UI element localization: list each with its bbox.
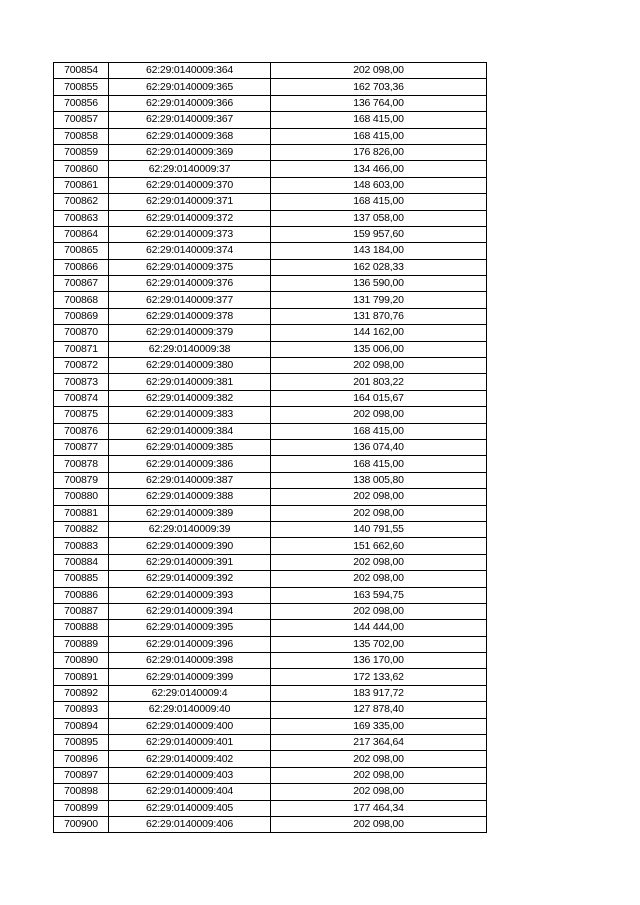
table-row — [54, 390, 487, 406]
cadastral-number-cell: 62:29:0140009:386 — [109, 456, 271, 472]
row-number-cell: 700872 — [54, 358, 109, 374]
value-cell: 168 415,00 — [271, 194, 487, 210]
cadastral-number-cell: 62:29:0140009:395 — [109, 620, 271, 636]
row-number-cell: 700884 — [54, 554, 109, 570]
row-number-cell: 700861 — [54, 177, 109, 193]
table-row — [54, 374, 487, 390]
table-row — [54, 816, 487, 832]
value-cell: 127 878,40 — [271, 702, 487, 718]
table-row — [54, 407, 487, 423]
table-row — [54, 177, 487, 193]
value-cell: 202 098,00 — [271, 358, 487, 374]
row-number-cell: 700896 — [54, 751, 109, 767]
table-row — [54, 669, 487, 685]
cadastral-number-cell: 62:29:0140009:392 — [109, 571, 271, 587]
row-number-cell: 700874 — [54, 390, 109, 406]
table-row — [54, 620, 487, 636]
value-cell: 162 028,33 — [271, 259, 487, 275]
cadastral-number-cell: 62:29:0140009:372 — [109, 210, 271, 226]
table-row — [54, 341, 487, 357]
value-cell: 136 590,00 — [271, 276, 487, 292]
table-row — [54, 161, 487, 177]
value-cell: 143 184,00 — [271, 243, 487, 259]
value-cell: 217 364,64 — [271, 735, 487, 751]
value-cell: 201 803,22 — [271, 374, 487, 390]
cadastral-number-cell: 62:29:0140009:378 — [109, 308, 271, 324]
table-row — [54, 439, 487, 455]
cadastral-number-cell: 62:29:0140009:400 — [109, 718, 271, 734]
table-row — [54, 538, 487, 554]
table-row — [54, 144, 487, 160]
value-cell: 148 603,00 — [271, 177, 487, 193]
row-number-cell: 700895 — [54, 735, 109, 751]
row-number-cell: 700899 — [54, 800, 109, 816]
row-number-cell: 700886 — [54, 587, 109, 603]
value-cell: 136 764,00 — [271, 95, 487, 111]
value-cell: 131 870,76 — [271, 308, 487, 324]
row-number-cell: 700859 — [54, 144, 109, 160]
cadastral-number-cell: 62:29:0140009:367 — [109, 112, 271, 128]
cadastral-number-cell: 62:29:0140009:381 — [109, 374, 271, 390]
value-cell: 202 098,00 — [271, 505, 487, 521]
row-number-cell: 700856 — [54, 95, 109, 111]
value-cell: 169 335,00 — [271, 718, 487, 734]
table-row — [54, 276, 487, 292]
row-number-cell: 700881 — [54, 505, 109, 521]
row-number-cell: 700873 — [54, 374, 109, 390]
cadastral-number-cell: 62:29:0140009:404 — [109, 784, 271, 800]
value-cell: 168 415,00 — [271, 423, 487, 439]
value-cell: 144 162,00 — [271, 325, 487, 341]
table-row — [54, 718, 487, 734]
value-cell: 168 415,00 — [271, 128, 487, 144]
cadastral-number-cell: 62:29:0140009:382 — [109, 390, 271, 406]
table-row — [54, 554, 487, 570]
table-row — [54, 79, 487, 95]
table-row — [54, 751, 487, 767]
cadastral-number-cell: 62:29:0140009:391 — [109, 554, 271, 570]
document-page — [53, 62, 486, 833]
row-number-cell: 700885 — [54, 571, 109, 587]
cadastral-number-cell: 62:29:0140009:377 — [109, 292, 271, 308]
value-cell: 202 098,00 — [271, 784, 487, 800]
cadastral-number-cell: 62:29:0140009:385 — [109, 439, 271, 455]
cadastral-number-cell: 62:29:0140009:383 — [109, 407, 271, 423]
table-row — [54, 521, 487, 537]
row-number-cell: 700858 — [54, 128, 109, 144]
table-row — [54, 243, 487, 259]
cadastral-number-cell: 62:29:0140009:399 — [109, 669, 271, 685]
cadastral-number-cell: 62:29:0140009:39 — [109, 521, 271, 537]
cadastral-number-cell: 62:29:0140009:368 — [109, 128, 271, 144]
row-number-cell: 700865 — [54, 243, 109, 259]
row-number-cell: 700878 — [54, 456, 109, 472]
table-row — [54, 702, 487, 718]
value-cell: 202 098,00 — [271, 554, 487, 570]
row-number-cell: 700897 — [54, 767, 109, 783]
value-cell: 138 005,80 — [271, 472, 487, 488]
table-row — [54, 735, 487, 751]
row-number-cell: 700890 — [54, 653, 109, 669]
row-number-cell: 700860 — [54, 161, 109, 177]
data-table — [53, 62, 487, 833]
cadastral-number-cell: 62:29:0140009:375 — [109, 259, 271, 275]
cadastral-number-cell: 62:29:0140009:40 — [109, 702, 271, 718]
row-number-cell: 700898 — [54, 784, 109, 800]
value-cell: 159 957,60 — [271, 226, 487, 242]
cadastral-number-cell: 62:29:0140009:364 — [109, 63, 271, 79]
row-number-cell: 700880 — [54, 489, 109, 505]
value-cell: 202 098,00 — [271, 489, 487, 505]
row-number-cell: 700877 — [54, 439, 109, 455]
cadastral-number-cell: 62:29:0140009:38 — [109, 341, 271, 357]
value-cell: 176 826,00 — [271, 144, 487, 160]
table-body — [54, 63, 487, 833]
cadastral-number-cell: 62:29:0140009:401 — [109, 735, 271, 751]
row-number-cell: 700863 — [54, 210, 109, 226]
table-row — [54, 489, 487, 505]
table-row — [54, 292, 487, 308]
table-row — [54, 259, 487, 275]
value-cell: 183 917,72 — [271, 685, 487, 701]
row-number-cell: 700854 — [54, 63, 109, 79]
row-number-cell: 700864 — [54, 226, 109, 242]
cadastral-number-cell: 62:29:0140009:388 — [109, 489, 271, 505]
value-cell: 135 006,00 — [271, 341, 487, 357]
row-number-cell: 700875 — [54, 407, 109, 423]
row-number-cell: 700879 — [54, 472, 109, 488]
value-cell: 134 466,00 — [271, 161, 487, 177]
value-cell: 162 703,36 — [271, 79, 487, 95]
cadastral-number-cell: 62:29:0140009:398 — [109, 653, 271, 669]
cadastral-number-cell: 62:29:0140009:403 — [109, 767, 271, 783]
cadastral-number-cell: 62:29:0140009:384 — [109, 423, 271, 439]
row-number-cell: 700892 — [54, 685, 109, 701]
value-cell: 168 415,00 — [271, 456, 487, 472]
value-cell: 168 415,00 — [271, 112, 487, 128]
row-number-cell: 700883 — [54, 538, 109, 554]
value-cell: 140 791,55 — [271, 521, 487, 537]
row-number-cell: 700889 — [54, 636, 109, 652]
table-row — [54, 636, 487, 652]
row-number-cell: 700882 — [54, 521, 109, 537]
value-cell: 163 594,75 — [271, 587, 487, 603]
table-row — [54, 308, 487, 324]
row-number-cell: 700866 — [54, 259, 109, 275]
row-number-cell: 700862 — [54, 194, 109, 210]
row-number-cell: 700869 — [54, 308, 109, 324]
cadastral-number-cell: 62:29:0140009:369 — [109, 144, 271, 160]
value-cell: 172 133,62 — [271, 669, 487, 685]
cadastral-number-cell: 62:29:0140009:394 — [109, 603, 271, 619]
cadastral-number-cell: 62:29:0140009:396 — [109, 636, 271, 652]
row-number-cell: 700868 — [54, 292, 109, 308]
table-row — [54, 800, 487, 816]
value-cell: 202 098,00 — [271, 816, 487, 832]
table-row — [54, 784, 487, 800]
table-row — [54, 63, 487, 79]
cadastral-number-cell: 62:29:0140009:379 — [109, 325, 271, 341]
cadastral-number-cell: 62:29:0140009:402 — [109, 751, 271, 767]
cadastral-number-cell: 62:29:0140009:373 — [109, 226, 271, 242]
value-cell: 151 662,60 — [271, 538, 487, 554]
table-row — [54, 226, 487, 242]
table-row — [54, 325, 487, 341]
row-number-cell: 700887 — [54, 603, 109, 619]
table-row — [54, 95, 487, 111]
table-row — [54, 571, 487, 587]
table-row — [54, 423, 487, 439]
cadastral-number-cell: 62:29:0140009:406 — [109, 816, 271, 832]
cadastral-number-cell: 62:29:0140009:370 — [109, 177, 271, 193]
table-row — [54, 505, 487, 521]
cadastral-number-cell: 62:29:0140009:374 — [109, 243, 271, 259]
value-cell: 202 098,00 — [271, 751, 487, 767]
row-number-cell: 700871 — [54, 341, 109, 357]
value-cell: 202 098,00 — [271, 571, 487, 587]
table-row — [54, 653, 487, 669]
table-row — [54, 128, 487, 144]
value-cell: 135 702,00 — [271, 636, 487, 652]
row-number-cell: 700855 — [54, 79, 109, 95]
cadastral-number-cell: 62:29:0140009:376 — [109, 276, 271, 292]
table-row — [54, 603, 487, 619]
value-cell: 202 098,00 — [271, 767, 487, 783]
row-number-cell: 700900 — [54, 816, 109, 832]
table-row — [54, 194, 487, 210]
row-number-cell: 700888 — [54, 620, 109, 636]
cadastral-number-cell: 62:29:0140009:37 — [109, 161, 271, 177]
cadastral-number-cell: 62:29:0140009:365 — [109, 79, 271, 95]
table-row — [54, 210, 487, 226]
cadastral-number-cell: 62:29:0140009:393 — [109, 587, 271, 603]
row-number-cell: 700867 — [54, 276, 109, 292]
value-cell: 202 098,00 — [271, 63, 487, 79]
row-number-cell: 700891 — [54, 669, 109, 685]
value-cell: 202 098,00 — [271, 407, 487, 423]
row-number-cell: 700894 — [54, 718, 109, 734]
value-cell: 164 015,67 — [271, 390, 487, 406]
table-row — [54, 456, 487, 472]
row-number-cell: 700893 — [54, 702, 109, 718]
table-row — [54, 685, 487, 701]
table-row — [54, 587, 487, 603]
cadastral-number-cell: 62:29:0140009:389 — [109, 505, 271, 521]
cadastral-number-cell: 62:29:0140009:390 — [109, 538, 271, 554]
cadastral-number-cell: 62:29:0140009:366 — [109, 95, 271, 111]
cadastral-number-cell: 62:29:0140009:380 — [109, 358, 271, 374]
table-row — [54, 767, 487, 783]
value-cell: 131 799,20 — [271, 292, 487, 308]
cadastral-number-cell: 62:29:0140009:371 — [109, 194, 271, 210]
value-cell: 136 074,40 — [271, 439, 487, 455]
row-number-cell: 700876 — [54, 423, 109, 439]
table-row — [54, 472, 487, 488]
table-row — [54, 358, 487, 374]
row-number-cell: 700870 — [54, 325, 109, 341]
value-cell: 202 098,00 — [271, 603, 487, 619]
value-cell: 137 058,00 — [271, 210, 487, 226]
cadastral-number-cell: 62:29:0140009:387 — [109, 472, 271, 488]
value-cell: 177 464,34 — [271, 800, 487, 816]
cadastral-number-cell: 62:29:0140009:4 — [109, 685, 271, 701]
table-row — [54, 112, 487, 128]
cadastral-number-cell: 62:29:0140009:405 — [109, 800, 271, 816]
row-number-cell: 700857 — [54, 112, 109, 128]
value-cell: 144 444,00 — [271, 620, 487, 636]
value-cell: 136 170,00 — [271, 653, 487, 669]
